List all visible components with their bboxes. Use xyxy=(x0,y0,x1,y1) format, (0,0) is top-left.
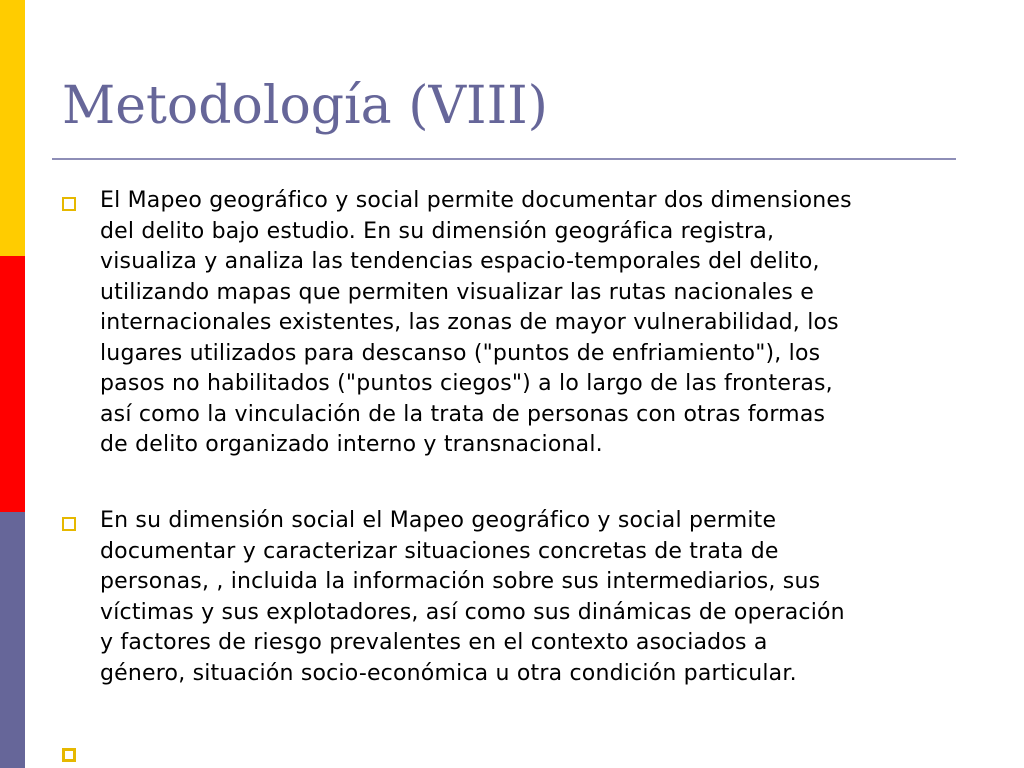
title-underline xyxy=(52,158,956,160)
text-line: personas, , incluida la información sobre sus intermediarios, sus xyxy=(100,569,821,594)
text-line: documentar y caracterizar situaciones concretas de trata de xyxy=(100,538,779,564)
bullet-text-2 xyxy=(100,506,962,689)
empty-square-bullet-icon xyxy=(62,748,76,762)
text-line: internacionales existentes, las zonas de mayor vulnerabilidad, los xyxy=(100,310,839,335)
bullet-item-1 xyxy=(62,186,962,461)
decorative-stripe-red xyxy=(0,256,25,512)
bullet-text-1 xyxy=(100,186,962,461)
square-bullet-icon xyxy=(62,517,76,531)
text-line: visualiza y analiza las tendencias espacio-temporales del delito, xyxy=(100,249,820,274)
text-line: y factores de riesgo prevalentes en el contexto asociados a xyxy=(100,630,768,655)
slide-title: Metodología (VIII) xyxy=(62,76,548,136)
text-line: lugares utilizados para descanso ("puntos de enfriamiento"), los xyxy=(100,340,821,366)
decorative-stripe-yellow xyxy=(0,0,25,256)
decorative-stripe-blue xyxy=(0,512,25,768)
text-line: El Mapeo geográfico y social permite documentar dos dimensiones xyxy=(100,188,852,213)
text-line: pasos no habilitados ("puntos ciegos") a lo largo de las fronteras, xyxy=(100,371,833,396)
square-bullet-icon xyxy=(62,197,76,211)
text-line: de delito organizado interno y transnacional. xyxy=(100,432,603,457)
text-line: En su dimensión social el Mapeo geográfico y social permite xyxy=(100,508,777,533)
text-line: así como la vinculación de la trata de personas con otras formas xyxy=(100,401,826,427)
text-line: género, situación socio-económica u otra condición particular. xyxy=(100,660,797,686)
text-line: utilizando mapas que permiten visualizar las rutas nacionales e xyxy=(100,279,815,305)
bullet-item-2 xyxy=(62,506,962,689)
text-line: víctimas y sus explotadores, así como sus dinámicas de operación xyxy=(100,599,845,625)
text-line: del delito bajo estudio. En su dimensión geográfica registra, xyxy=(100,218,775,244)
